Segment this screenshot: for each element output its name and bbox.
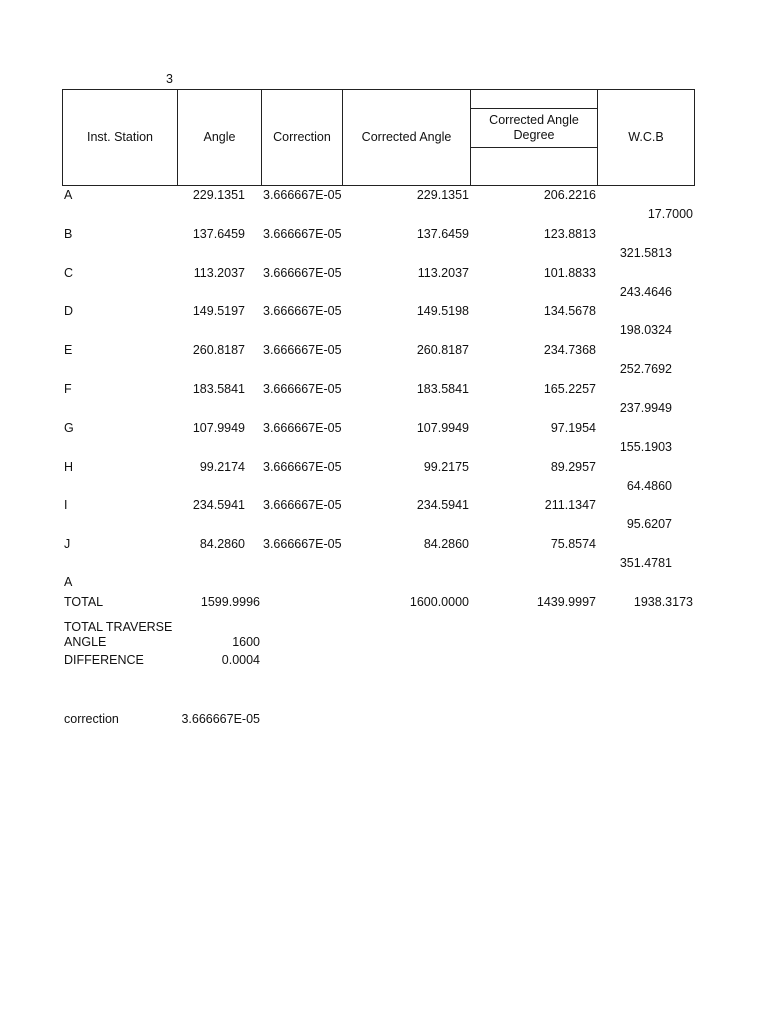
row-angle: 84.2860 — [199, 537, 245, 551]
header-cell-wcb — [597, 89, 695, 186]
row-station: B — [64, 227, 73, 241]
wcb-value: 198.0324 — [619, 323, 672, 337]
row-corrected-angle: 107.9949 — [416, 421, 469, 435]
header-corrected-angle-label: Corrected Angle — [361, 130, 452, 144]
header-correction-label: Correction — [273, 130, 331, 144]
total-traverse-value: 1600 — [232, 635, 260, 649]
header-station-label: Inst. Station — [86, 130, 153, 144]
row-corrected-angle: 149.5198 — [416, 304, 469, 318]
row-corrected-degree: 97.1954 — [550, 421, 596, 435]
difference-value: 0.0004 — [221, 653, 260, 667]
total-angle: 1599.9996 — [200, 595, 260, 609]
row-corrected-angle: 113.2037 — [417, 266, 469, 280]
total-label: TOTAL — [64, 595, 104, 609]
wcb-value: 243.4646 — [619, 285, 672, 299]
row-corrected-degree: 134.5678 — [543, 304, 596, 318]
row-corrected-degree: 206.2216 — [543, 188, 596, 202]
row-correction: 3.666667E-05 — [263, 188, 342, 202]
header-cell-correction — [261, 89, 343, 186]
row-angle: 137.6459 — [192, 227, 245, 241]
row-station: F — [64, 382, 72, 396]
row-correction: 3.666667E-05 — [263, 537, 342, 551]
row-corrected-angle: 260.8187 — [416, 343, 469, 357]
row-angle: 99.2174 — [199, 460, 245, 474]
correction-summary-label: correction — [64, 712, 119, 726]
row-angle: 107.9949 — [192, 421, 245, 435]
row-corrected-angle: 84.2860 — [423, 537, 469, 551]
row-angle: 260.8187 — [192, 343, 245, 357]
row-corrected-degree: 165.2257 — [543, 382, 596, 396]
row-corrected-degree: 123.8813 — [543, 227, 596, 241]
row-correction: 3.666667E-05 — [263, 382, 342, 396]
row-angle: 149.5197 — [192, 304, 245, 318]
header-wcb-label: W.C.B — [628, 130, 664, 144]
row-correction: 3.666667E-05 — [263, 460, 342, 474]
row-corrected-degree: 234.7368 — [543, 343, 596, 357]
wcb-value: 321.5813 — [619, 246, 672, 260]
row-correction: 3.666667E-05 — [263, 343, 342, 357]
row-corrected-angle: 99.2175 — [423, 460, 469, 474]
row-corrected-angle: 183.5841 — [416, 382, 469, 396]
row-angle: 113.2037 — [193, 266, 245, 280]
row-angle: 229.1351 — [192, 188, 245, 202]
row-station: H — [64, 460, 74, 474]
total-wcb: 1938.3173 — [633, 595, 693, 609]
header-degree-line2: Degree — [513, 128, 555, 142]
row-corrected-angle: 234.5941 — [416, 498, 469, 512]
header-cell-angle — [177, 89, 262, 186]
row-station: C — [64, 266, 74, 280]
row-station: J — [64, 537, 71, 551]
header-angle-label: Angle — [203, 130, 236, 144]
row-correction: 3.666667E-05 — [263, 421, 342, 435]
wcb-value: 155.1903 — [619, 440, 672, 454]
row-corrected-degree: 75.8574 — [550, 537, 596, 551]
wcb-value: 237.9949 — [619, 401, 672, 415]
difference-label: DIFFERENCE — [64, 653, 144, 667]
wcb-value: 64.4860 — [626, 479, 672, 493]
header-divider-bottom — [471, 147, 597, 148]
header-corrected-angle-degree-label — [471, 109, 597, 147]
total-degree: 1439.9997 — [536, 595, 596, 609]
header-degree-line1: Corrected Angle — [489, 113, 579, 127]
wcb-value: 17.7000 — [647, 207, 693, 221]
row-correction: 3.666667E-05 — [263, 266, 342, 280]
closing-station: A — [64, 575, 73, 589]
row-station: G — [64, 421, 74, 435]
row-corrected-degree: 89.2957 — [550, 460, 596, 474]
header-cell-station — [62, 89, 178, 186]
row-corrected-degree: 211.1347 — [544, 498, 596, 512]
wcb-value: 95.6207 — [626, 517, 672, 531]
row-corrected-degree: 101.8833 — [543, 266, 596, 280]
row-station: A — [64, 188, 73, 202]
row-station: I — [64, 498, 68, 512]
row-corrected-angle: 137.6459 — [416, 227, 469, 241]
total-traverse-label-1: TOTAL TRAVERSE — [64, 620, 173, 634]
header-cell-corrected-angle — [342, 89, 471, 186]
total-corrected: 1600.0000 — [409, 595, 469, 609]
row-correction: 3.666667E-05 — [263, 227, 342, 241]
correction-summary-value: 3.666667E-05 — [181, 712, 260, 726]
page-number: 3 — [166, 72, 173, 86]
row-correction: 3.666667E-05 — [263, 304, 342, 318]
row-correction: 3.666667E-05 — [263, 498, 342, 512]
row-corrected-angle: 229.1351 — [416, 188, 469, 202]
wcb-value: 351.4781 — [619, 556, 672, 570]
row-angle: 234.5941 — [192, 498, 245, 512]
row-station: D — [64, 304, 74, 318]
header-cell-corrected-angle-degree — [470, 89, 598, 186]
total-traverse-label-2: ANGLE — [64, 635, 107, 649]
wcb-value: 252.7692 — [619, 362, 672, 376]
row-angle: 183.5841 — [192, 382, 245, 396]
row-station: E — [64, 343, 73, 357]
